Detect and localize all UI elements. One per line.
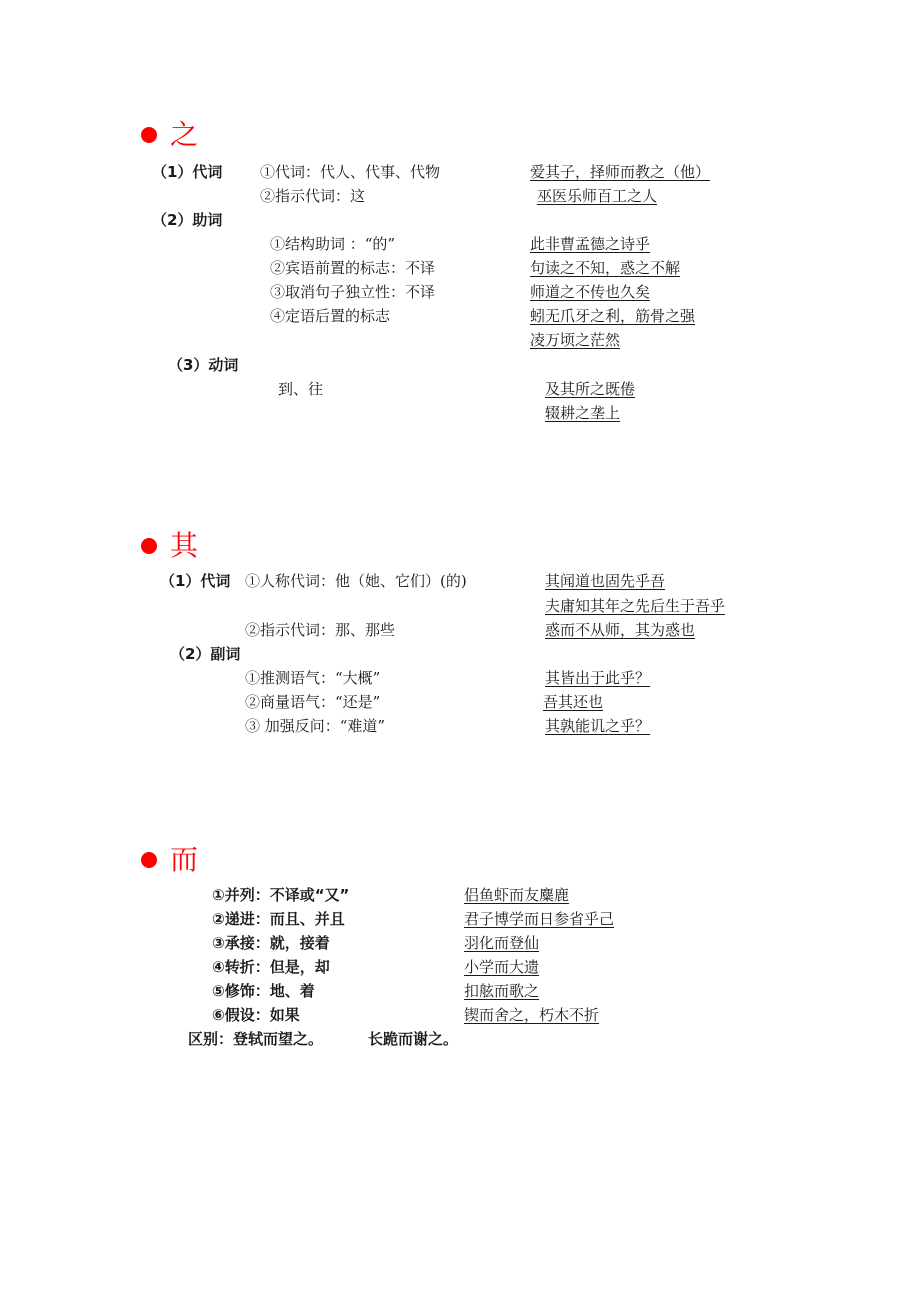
usage-text: ②递进：而且、并且 [212, 910, 345, 928]
usage-text: ④转折：但是，却 [212, 958, 330, 976]
example-text: 羽化而登仙 [464, 934, 540, 952]
example-text: 蚓无爪牙之利，筋骨之强 [530, 307, 696, 325]
example-text: 此非曹孟德之诗乎 [530, 235, 651, 253]
example-text: 辍耕之垄上 [545, 404, 621, 422]
section-title-qi: 其 [170, 529, 199, 562]
example-text: 及其所之既倦 [545, 380, 636, 398]
usage-text: ①人称代词：他（她、它们）(的) [245, 572, 467, 590]
example-text: 爱其子，择师而教之（他） [530, 163, 711, 181]
group-heading: （1）代词 [152, 163, 223, 181]
group-heading: （1）代词 [160, 572, 231, 590]
distinction-label: 区别：登轼而望之。 [188, 1030, 324, 1048]
distinction-example: 长跪而谢之。 [368, 1030, 459, 1048]
example-text: 锲而舍之，朽木不折 [464, 1006, 600, 1024]
usage-text: ②商量语气：“还是” [245, 693, 381, 711]
section-bullet-zhi [141, 127, 157, 143]
section-title-zhi: 之 [170, 118, 199, 151]
example-text: 巫医乐师百工之人 [537, 187, 658, 205]
usage-text: ⑥假设：如果 [212, 1006, 300, 1024]
section-title-er: 而 [170, 843, 199, 876]
example-text: 其闻道也固先乎吾 [545, 572, 666, 590]
usage-text: ③ 加强反问：“难道” [245, 717, 386, 735]
usage-text: ①代词：代人、代事、代物 [260, 163, 441, 181]
section-bullet-qi [141, 538, 157, 554]
section-bullet-er [141, 852, 157, 868]
group-heading: （2）副词 [170, 645, 241, 663]
usage-text: ①结构助词 ：“的” [270, 235, 396, 253]
usage-text: ①并列：不译或“又” [212, 886, 350, 904]
example-text: 凌万顷之茫然 [530, 331, 621, 349]
example-text: 夫庸知其年之先后生于吾乎 [545, 597, 726, 615]
usage-text: ③取消句子独立性：不译 [270, 283, 436, 301]
usage-text: ③承接：就，接着 [212, 934, 330, 952]
usage-text: ②宾语前置的标志：不译 [270, 259, 436, 277]
example-text: 句读之不知，惑之不解 [530, 259, 681, 277]
usage-text: ④定语后置的标志 [270, 307, 391, 325]
group-heading: （2）助词 [152, 211, 223, 229]
example-text: 扣舷而歌之 [464, 982, 540, 1000]
group-heading: （3）动词 [168, 356, 239, 374]
usage-text: ②指示代词：那、那些 [245, 621, 396, 639]
usage-text: ①推测语气：“大概” [245, 669, 381, 687]
example-text: 小学而大遗 [464, 958, 540, 976]
example-text: 惑而不从师，其为惑也 [545, 621, 696, 639]
usage-text: 到、往 [278, 380, 324, 398]
usage-text: ②指示代词：这 [260, 187, 366, 205]
example-text: 吾其还也 [543, 693, 604, 711]
usage-text: ⑤修饰：地、着 [212, 982, 315, 1000]
example-text: 其孰能讥之乎？ [545, 717, 651, 735]
example-text: 其皆出于此乎？ [545, 669, 651, 687]
example-text: 师道之不传也久矣 [530, 283, 651, 301]
example-text: 侣鱼虾而友麋鹿 [464, 886, 570, 904]
example-text: 君子博学而日参省乎己 [464, 910, 615, 928]
